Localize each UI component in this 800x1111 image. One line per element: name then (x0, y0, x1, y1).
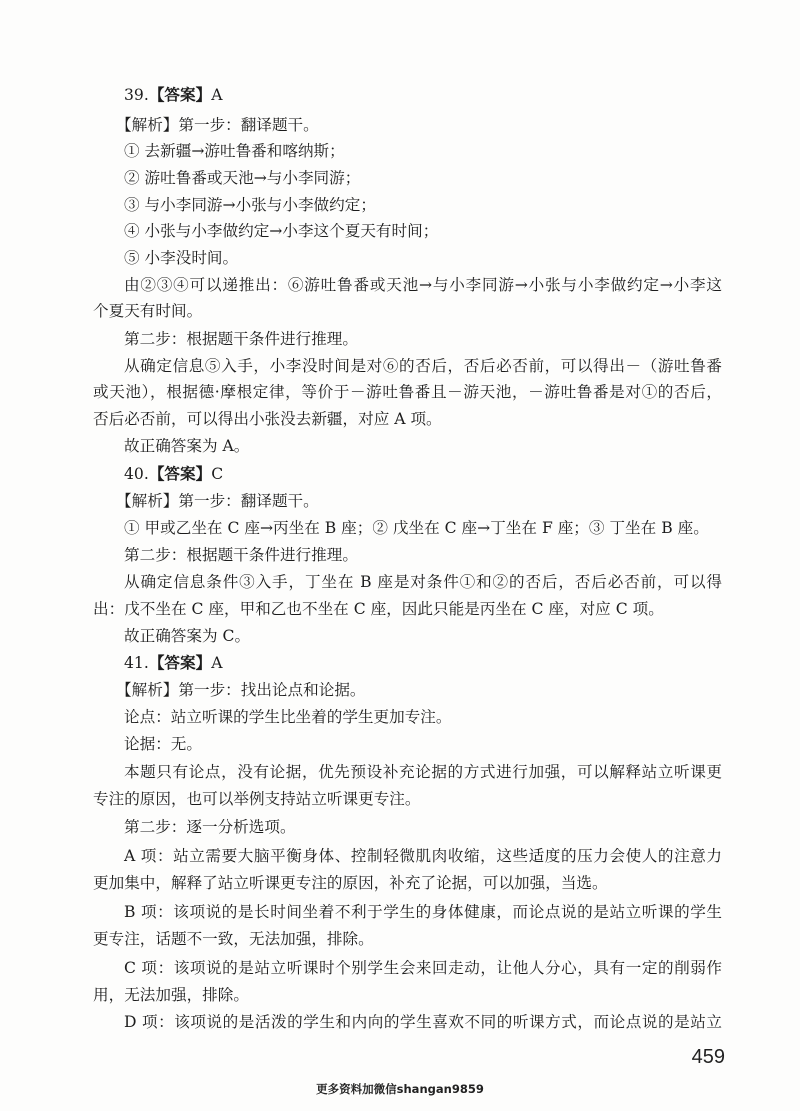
q39-line: 由②③④可以递推出：⑥游吐鲁番或天池→与小李同游→小张与小李做约定→小李这 (124, 276, 722, 294)
q39-line: ⑤ 小李没时间。 (124, 249, 239, 267)
footer-note: 更多资料加微信shangan9859 (316, 1082, 484, 1096)
q39-analysis-heading (116, 112, 722, 138)
answer-value: C (211, 465, 224, 483)
q41-line: 第二步：逐一分析选项。 (124, 818, 296, 836)
q41-analysis-heading (116, 677, 722, 703)
q41-option-c-cont: 用，无法加强，排除。 (93, 986, 249, 1004)
analysis-label: 【解析】 (116, 116, 179, 134)
q40-line: ① 甲或乙坐在 C 座→丙坐在 B 座；② 戊坐在 C 座→丁坐在 F 座；③ 丁坐在 B 座。 (124, 519, 709, 537)
q39-line: ① 去新疆→游吐鲁番和喀纳斯； (124, 142, 345, 160)
q41-option-b: B 项：该项说的是长时间坐着不利于学生的身体健康，而论点说的是站立听课的学生 (124, 903, 722, 921)
q41-line: 专注的原因，也可以举例支持站立听课更专注。 (93, 790, 421, 808)
q39-conclusion: 故正确答案为 A。 (124, 437, 250, 455)
answer-label: 【答案】 (148, 464, 212, 483)
q40-line: 第二步：根据题干条件进行推理。 (124, 546, 358, 564)
q40-line: 从确定信息条件③入手，丁坐在 B 座是对条件①和②的否后，否后必否前，可以得 (124, 573, 722, 591)
q41-option-a: A 项：站立需要大脑平衡身体、控制轻微肌肉收缩，这些适度的压力会使人的注意力 (124, 847, 722, 865)
question-number: 41. (124, 654, 149, 672)
q41-option-d: D 项：该项说的是活泼的学生和内向的学生喜欢不同的听课方式，而论点说的是站立 (124, 1013, 722, 1031)
q40-conclusion: 故正确答案为 C。 (124, 627, 251, 645)
answer-value: A (211, 86, 223, 104)
q39-line: 或天池），根据德·摩根定律，等价于－游吐鲁番且－游天池，－游吐鲁番是对①的否后， (93, 383, 722, 401)
q39-line: 从确定信息⑤入手，小李没时间是对⑥的否后，否后必否前，可以得出－（游吐鲁番 (124, 357, 722, 375)
analysis-label: 【解析】 (116, 681, 179, 699)
question-number: 40. (124, 465, 149, 483)
analysis-step: 第一步：翻译题干。 (178, 116, 319, 134)
q41-line: 论据：无。 (124, 735, 202, 753)
answer-value: A (211, 654, 223, 672)
answer-label: 【答案】 (148, 85, 212, 104)
q41-option-b-cont: 更专注，话题不一致，无法加强，排除。 (93, 930, 374, 948)
analysis-step: 第一步：找出论点和论据。 (178, 681, 366, 699)
page-number: 459 (691, 1046, 725, 1068)
analysis-step: 第一步：翻译题干。 (178, 492, 319, 510)
q41-line: 本题只有论点，没有论据，优先预设补充论据的方式进行加强，可以解释站立听课更 (124, 763, 722, 781)
q39-line: ② 游吐鲁番或天池→与小李同游； (124, 169, 361, 187)
q41-option-a-cont: 更加集中，解释了站立听课更专注的原因，补充了论据，可以加强，当选。 (93, 874, 608, 892)
q39-answer-heading (124, 82, 722, 108)
q39-line: 否后必否前，可以得出小张没去新疆，对应 A 项。 (93, 410, 442, 428)
answer-label: 【答案】 (148, 653, 212, 672)
q40-line: 出：戊不坐在 C 座，甲和乙也不坐在 C 座，因此只能是丙坐在 C 座，对应 C 项。 (93, 600, 664, 618)
question-number: 39. (124, 86, 149, 104)
q40-answer-heading (124, 461, 722, 487)
analysis-label: 【解析】 (116, 492, 179, 510)
q39-line: ③ 与小李同游→小张与小李做约定； (124, 196, 376, 214)
q40-analysis-heading (116, 488, 722, 514)
q41-answer-heading (124, 650, 722, 676)
q39-line: 个夏天有时间。 (93, 302, 203, 320)
q41-line: 论点：站立听课的学生比坐着的学生更加专注。 (124, 708, 452, 726)
q39-line: ④ 小张与小李做约定→小李这个夏天有时间； (124, 222, 439, 240)
q41-option-c: C 项：该项说的是站立听课时个别学生会来回走动，让他人分心，具有一定的削弱作 (124, 959, 722, 977)
q39-line: 第二步：根据题干条件进行推理。 (124, 330, 358, 348)
